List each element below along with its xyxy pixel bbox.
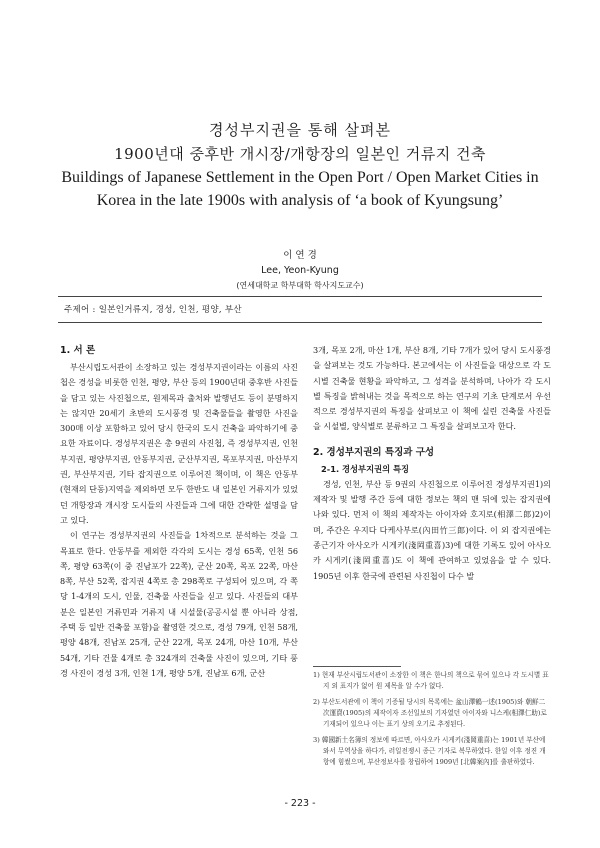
keywords-text: 주제어 : 일본인거류지, 경성, 인천, 평양, 부산 <box>64 305 242 315</box>
title-korean-line1: 경성부지권을 통해 살펴본 <box>209 121 391 139</box>
section-heading-features: 2. 경성부지권의 특징과 구성 <box>313 446 435 458</box>
footnote-1: 1) 현재 부산시립도서관이 소장한 이 책은 한나의 책으로 묶여 있으나 각 도시별 표지 외 표지가 없어 원 제목을 알 수가 없다. <box>313 671 549 690</box>
keywords-box <box>58 296 542 323</box>
title-block <box>40 118 560 212</box>
section-heading-introduction: 1. 서 론 <box>60 345 96 356</box>
features-paragraph: 경성, 인천, 부산 등 9권의 사진첩으로 이루어진 경성부지권1)의 제작자 및 발행 주간 등에 대한 정보는 책의 맨 뒤에 있는 잡지권에 나와 있다. 먼저 이 책의 제작자는 아이자와 호지로(相澤二郎)2)이며, 주간은 우지다 다케사부로(內田竹三郎)이다. 이 외 잡지권에는 종근기자 아사오카 시게키(淺岡重喜)3)에 대한 기록도 있어 아사오카 시게키(淺岡重喜)도 이 책에 관여하고 있었음을 알 수 있다. 1905년 이후 한국에 관련된 사진첩이 다수 발 <box>313 478 551 581</box>
right-column <box>313 343 551 584</box>
subsection-heading-features: 2-1. 경성부지권의 특징 <box>321 463 410 474</box>
author-name-english: Lee, Yeon-Kyung <box>261 265 339 276</box>
page-number: - 223 - <box>284 798 316 809</box>
footnote-3: 3) 韓國新土名簿의 정보에 따르면, 아사오카 시게키(淺岡重喜)는 1901년 부산에 와서 무역상을 하다가, 러일전쟁시 종근 기자로 복무하였다. 한일 이후 정진 개항에 힘썼으며, 부산정보사를 창립하여 1909년 [北韓案內]를 출판하였다. <box>313 736 546 766</box>
left-column <box>60 343 298 681</box>
author-affiliation: (연세대학교 학부대학 학사지도교수) <box>236 281 364 290</box>
title-korean-line2: 1900년대 중후반 개시장/개항장의 일본인 거류지 건축 <box>114 145 486 163</box>
title-english-line2: Korea in the late 1900s with analysis of ‘a book of Kyungsung’ <box>96 192 504 209</box>
footnotes <box>313 670 551 773</box>
intro-paragraph-2: 이 연구는 경성부지권의 사진들을 1차적으로 분석하는 것을 그 목표로 한다. 안동부를 제외한 각각의 도시는 경성 65쪽, 인천 56쪽, 평양 63쪽(이 중 진남포가 22쪽), 군산 20쪽, 목포 22쪽, 마산 8쪽, 부산 52쪽, 잡지권 4쪽로 총 298쪽로 구성되어 있으며, 각 쪽당 1-4개의 도시, 인물, 건축물 사진들을 싣고 있다. 사진들의 대부분은 일본인 거류민과 거류지 내 시설물(공공시설 뿐 아니라 상점, 주택 등 일반 건축물 포함)을 촬영한 것으로, 경성 79개, 인천 58개, 평양 48개, 진남포 25개, 군산 22개, 목포 24개, 마산 10개, 부산 54개, 기타 건물 4개로 총 324개의 건축물 사진이 있으며, 기타 풍경 사진이 경성 3개, 인천 1개, 평양 5개, 진남포 6개, 군산 <box>60 530 298 678</box>
author-block <box>0 248 600 293</box>
footnote-divider <box>313 666 401 667</box>
intro-paragraph-1: 부산시립도서관이 소장하고 있는 경성부지권이라는 이름의 사진첩은 경성을 비롯한 인천, 평양, 부산 등의 1900년대 중후반 사진들을 담고 있는 사진첩으로, 원제목과 출처와 발행년도 등이 분명하지는 않지만 20세기 초반의 도시풍경 및 건축물들을 촬영한 사진을 300매 이상 포함하고 있어 당시 한국의 도시 건축을 파악하기에 중요한 자료이다. 경성부지권은 총 9권의 사진첩, 즉 경성부지권, 인천부지권, 평양부지권, 안동부지권, 군산부지권, 목포부지권, 마산부지권, 부산부지권, 기타 잡지권으로 이루어진 책이며, 이 책은 안동부(현재의 단동)지역을 제외하면 모두 한반도 내 일본인 거류지가 있었던 개항장과 개시장 도시들의 사진들과 그에 대한 간략한 설명을 담고 있다. <box>60 362 299 525</box>
intro-paragraph-continued: 3개, 목포 2개, 마산 1개, 부산 8개, 기타 7개가 있어 당시 도시풍경을 살펴보는 것도 가능하다. 본고에서는 이 사진들을 대상으로 각 도시별 건축물 현황을 파악하고, 그 성격을 분석하며, 나아가 각 도시별 특징을 밝혀내는 것을 목적으로 하는 연구의 기초 단계로서 우선적으로 경성부지권의 특징을 살펴보고 이 책에 실린 건축물 사진들을 시설별, 양식별로 분류하고 그 특징을 살펴보고자 한다. <box>313 345 551 432</box>
footnote-2: 2) 부산도서관에 이 책이 기증될 당시의 목록에는 盆山澤鶴一述(1905)와 朝鮮二次運賣(1905)의 제작이자 조선일보의 기자였던 아이자와 니스케(相澤仁助)로 기재되어 있으나 이는 표기 상의 오기로 추정된다. <box>313 698 547 728</box>
author-name-korean: 이 연 경 <box>283 250 317 261</box>
title-english-line1: Buildings of Japanese Settlement in the Open Port / Open Market Cities in <box>61 169 539 186</box>
